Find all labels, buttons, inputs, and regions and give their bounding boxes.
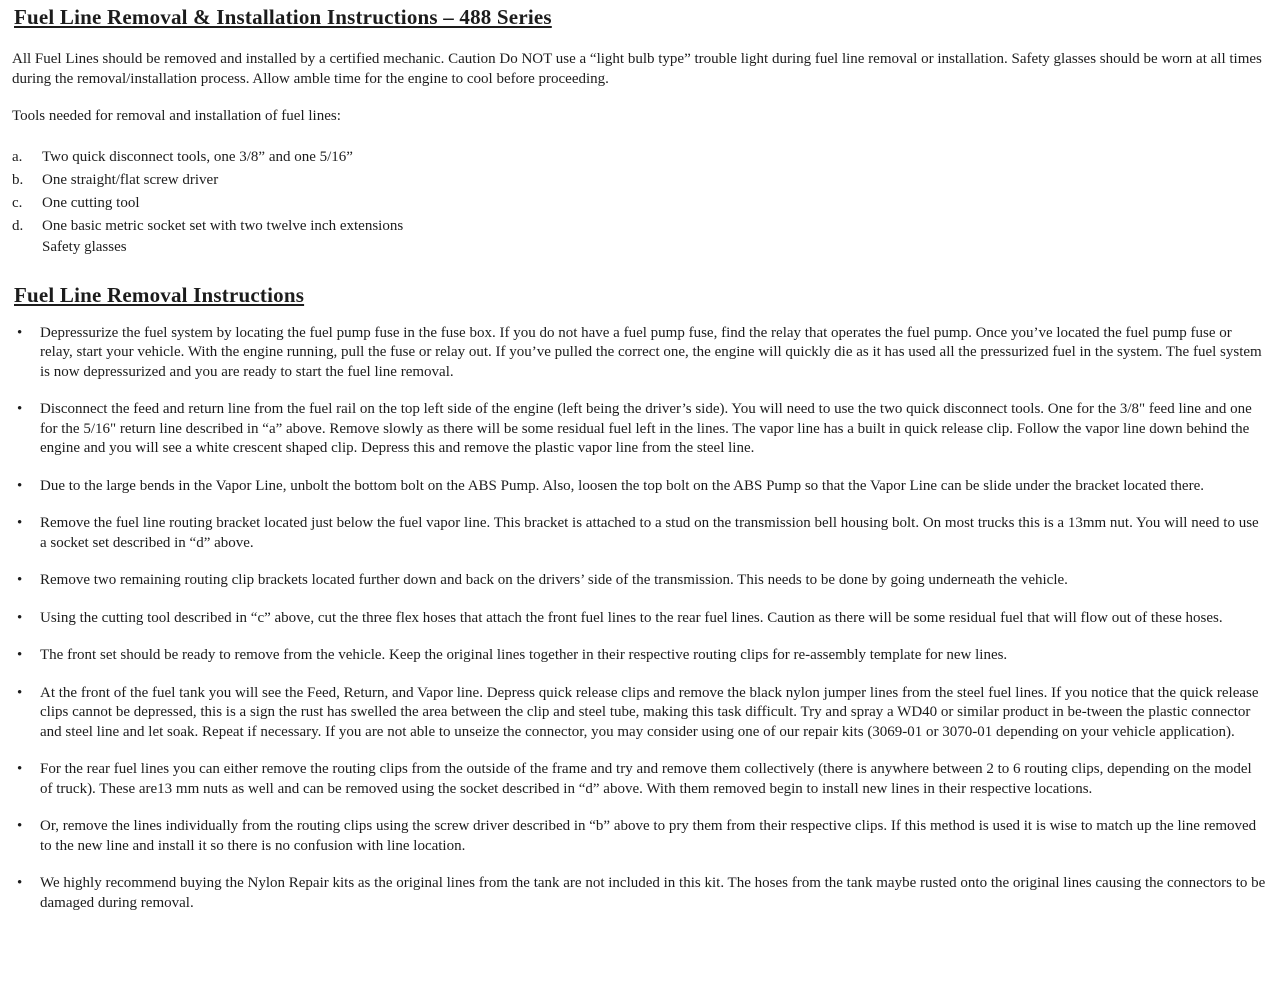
tool-item-d: [12, 216, 1266, 258]
bullet-icon: •: [17, 818, 23, 834]
bullet-item-2: [12, 400, 1266, 459]
bullet-icon: •: [17, 875, 23, 891]
bullet-item-1: [12, 324, 1266, 383]
bullet-icon: •: [17, 647, 23, 663]
step-text: Remove two remaining routing clip brackets located further down and back on the drivers’ side of the transmission. This needs to be done by going underneath the vehicle.: [40, 572, 1068, 588]
tool-text: One cutting tool: [42, 194, 140, 211]
step-text: The front set should be ready to remove from the vehicle. Keep the original lines together in their respective routing clips for re-assembly template for new lines.: [40, 647, 1008, 663]
list-marker-d: d.: [12, 217, 24, 234]
intro-paragraph: All Fuel Lines should be removed and installed by a certified mechanic. Caution Do NOT use a “light bulb type” trouble light during fuel line removal or installation. Safety glasses should be worn at all times during the removal/installation process. Allow amble time for the engine to cool before proceeding.: [12, 51, 1262, 87]
step-text: At the front of the fuel tank you will see the Feed, Return, and Vapor line. Depress quick release clips and remove the black nylon jumper lines from the steel fuel lines. If you notice that the quick release clips cannot be depressed, this is a sign the rust has swelled the area between the clip and steel tube, making this task difficult. Try and spray a WD40 or similar product in be-tween the plastic connector and steel line and let soak. Repeat if necessary. If you are not able to unseize the connector, you may consider using one of our repair kits (3069-01 or 3070-01 depending on your vehicle application).: [40, 684, 1259, 740]
bullet-icon: •: [17, 515, 23, 531]
tool-item-a: [12, 147, 1266, 168]
tool-text: [42, 216, 1266, 258]
step-text: Disconnect the feed and return line from the fuel rail on the top left side of the engine (left being the driver’s side). You will need to use the two quick disconnect tools. One for the 3/8" feed line and one for the 5/16" return line described in “a” above. Remove slowly as there will be some residual fuel left in the lines. The vapor line has a built in quick release clip. Follow the vapor line down behind the engine and you will see a white crescent shaped clip. Depress this and remove the plastic vapor line from the steel line.: [40, 401, 1252, 456]
step-text: Or, remove the lines individually from the routing clips using the screw driver described in “b” above to pry them from their respective clips. If this method is used it is wise to match up the line removed to the new line and install it so there is no confusion with line location.: [40, 818, 1257, 854]
bullet-item-11: [12, 874, 1266, 913]
tool-item-c: [12, 193, 1266, 214]
bullet-icon: •: [17, 684, 23, 701]
bullet-icon: •: [17, 477, 23, 494]
tool-text: One straight/flat screw driver: [42, 171, 219, 188]
bullet-item-5: [12, 571, 1266, 591]
section-heading: Fuel Line Removal Instructions: [14, 282, 305, 307]
tools-list: [12, 147, 1266, 258]
document-title: Fuel Line Removal & Installation Instructions – 488 Series: [14, 5, 552, 29]
tool-item-b: [12, 170, 1266, 191]
list-marker-b: b.: [12, 171, 24, 188]
tool-text-extra-line: Safety glasses: [42, 238, 127, 255]
bullet-item-3: [12, 477, 1266, 497]
step-text: We highly recommend buying the Nylon Repair kits as the original lines from the tank are not included in this kit. The hoses from the tank maybe rusted onto the original lines causing the connectors to be damaged during removal.: [40, 875, 1266, 911]
bullet-icon: •: [17, 572, 23, 588]
list-marker-c: c.: [12, 194, 23, 211]
bullet-item-4: [12, 514, 1266, 553]
step-text: Due to the large bends in the Vapor Line, unbolt the bottom bolt on the ABS Pump. Also, loosen the top bolt on the ABS Pump so that the Vapor Line can be slide under the bracket located there.: [40, 477, 1204, 494]
bullet-item-9: [12, 760, 1266, 799]
step-text: Using the cutting tool described in “c” above, cut the three flex hoses that attach the front fuel lines to the rear fuel lines. Caution as there will be some residual fuel that will flow out of these hoses.: [40, 609, 1223, 626]
step-text: Remove the fuel line routing bracket located just below the fuel vapor line. This bracket is attached to a stud on the transmission bell housing bolt. On most trucks this is a 13mm nut. You will need to use a socket set described in “d” above.: [40, 515, 1259, 551]
list-marker-a: a.: [12, 148, 23, 165]
bullet-icon: •: [17, 324, 23, 341]
bullet-icon: •: [17, 761, 23, 777]
bullet-icon: •: [17, 609, 23, 626]
step-text: Depressurize the fuel system by locating the fuel pump fuse in the fuse box. If you do not have a fuel pump fuse, find the relay that operates the fuel pump. Once you’ve located the fuel pump fuse or relay, start your vehicle. With the engine running, pull the fuse or relay out. If you’ve pulled the correct one, the engine will quickly die as it has used all the pressurized fuel in the system. The fuel system is now depressurized and you are ready to start the fuel line removal.: [40, 324, 1262, 380]
bullet-item-10: [12, 817, 1266, 856]
step-text: For the rear fuel lines you can either remove the routing clips from the outside of the frame and try and remove them collectively (there is anywhere between 2 to 6 routing clips, depending on the model of truck). These are13 mm nuts as well and can be removed using the socket described in “d” above. With them removed begin to install new lines in their respective locations.: [40, 761, 1252, 797]
bullet-item-6: [12, 609, 1266, 629]
tool-text: Two quick disconnect tools, one 3/8” and one 5/16”: [42, 148, 353, 165]
bullet-item-7: [12, 646, 1266, 666]
tool-text-line: One basic metric socket set with two twelve inch extensions: [42, 217, 404, 234]
tools-list-heading: Tools needed for removal and installation of fuel lines:: [12, 108, 341, 124]
removal-steps-list: [12, 324, 1266, 914]
bullet-item-8: [12, 684, 1266, 743]
bullet-icon: •: [17, 401, 23, 417]
